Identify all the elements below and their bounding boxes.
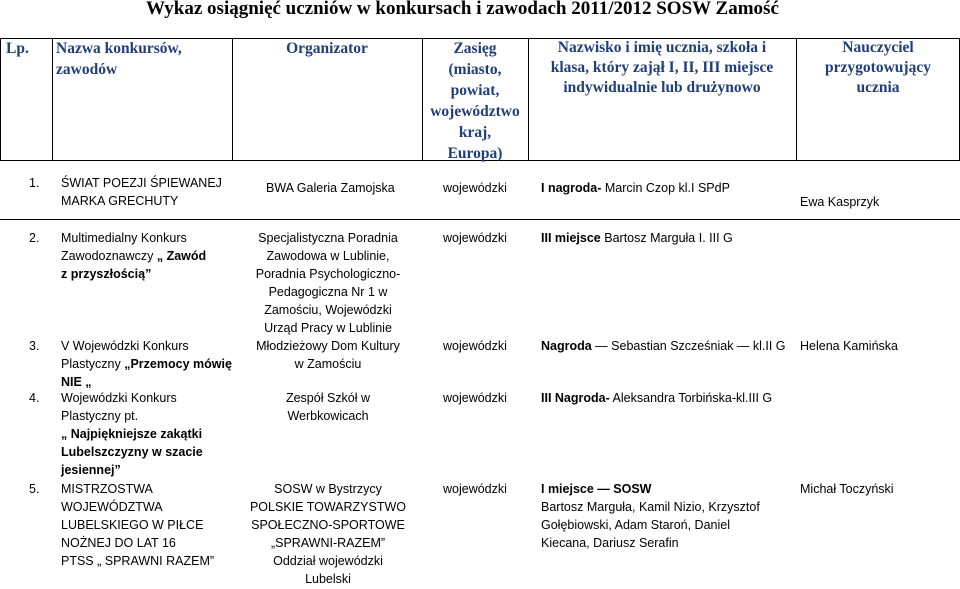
- contest-name: Wojewódzki Konkurs Plastyczny pt. „ Najpiękniejsze zakątki Lubelszczyzny w szacie jesiennej”: [61, 391, 203, 477]
- organizer: Młodzieżowy Dom Kultury w Zamościu: [256, 339, 400, 371]
- header-teacher: Nauczyciel przygotowujący ucznia: [825, 39, 931, 96]
- header-student: Nazwisko i imię ucznia, szkoła i klasa, który zajął I, II, III miejsce indywidualnie lub drużynowo: [550, 39, 774, 96]
- result-award: III Nagroda-: [541, 391, 610, 405]
- contest-name: ŚWIAT POEZJI ŚPIEWANEJ MARKA GRECHUTY: [61, 176, 222, 208]
- result-student: — Sebastian Szcześniak — kl.II G: [591, 339, 786, 353]
- header-scope: Zasięg (miasto, powiat, województwo kraj, Europa): [430, 40, 520, 162]
- result-student: Bartosz Marguła I. III G: [600, 231, 733, 245]
- organizer: Zespół Szkół w Werbkowicach: [285, 391, 371, 423]
- organizer: BWA Galeria Zamojska: [266, 181, 395, 195]
- contest-name: MISTRZOSTWA WOJEWÓDZTWA LUBELSKIEGO W PIŁCE NOŻNEJ DO LAT 16 PTSS „ SPRAWNI RAZEM”: [61, 482, 215, 568]
- teacher: Ewa Kasprzyk: [800, 195, 880, 209]
- result-student: Marcin Czop kl.I SPdP: [601, 181, 730, 195]
- contest-name: Multimedialny Konkurs Zawodoznawczy „ Zawód z przyszłością”: [61, 231, 207, 281]
- contest-name: V Wojewódzki Konkurs Plastyczny „Przemocy mówię NIE „: [61, 339, 232, 389]
- result-award: I miejsce — SOSW: [541, 482, 652, 496]
- header-name: Nazwa konkursów, zawodów: [56, 40, 182, 78]
- scope: wojewódzki: [443, 391, 507, 405]
- teacher: Helena Kamińska: [800, 339, 898, 353]
- result: [541, 389, 772, 407]
- scope: wojewódzki: [443, 339, 507, 353]
- scope: wojewódzki: [443, 231, 507, 245]
- scope: wojewódzki: [443, 482, 507, 496]
- header-lp: Lp.: [6, 40, 29, 57]
- row-number: 5.: [29, 482, 40, 496]
- divider: [52, 38, 53, 161]
- result-award: III miejsce: [541, 231, 601, 245]
- scope: wojewódzki: [443, 181, 507, 195]
- teacher: Michał Toczyński: [800, 482, 894, 496]
- result: [541, 179, 730, 197]
- result: [541, 229, 733, 247]
- result-award: I nagroda-: [541, 181, 602, 195]
- row-number: 4.: [29, 391, 40, 405]
- result-student: Bartosz Marguła, Kamil Nizio, Krzysztof Gołębiowski, Adam Staroń, Daniel Kiecana, Dariusz Serafin: [541, 500, 760, 550]
- page-title: Wykaz osiągnięć uczniów w konkursach i zawodach 2011/2012 SOSW Zamość: [146, 0, 779, 19]
- divider: [232, 38, 233, 161]
- header-organizer: Organizator: [286, 40, 368, 57]
- row-number: 1.: [29, 176, 40, 190]
- result-student: Aleksandra Torbińska-kl.III G: [609, 391, 773, 405]
- result: [541, 337, 786, 355]
- organizer: SOSW w Bystrzycy POLSKIE TOWARZYSTWO SPOŁECZNO-SPORTOWE „SPRAWNI-RAZEM” Oddział wojewódzki Lubelski: [249, 482, 407, 586]
- row-number: 3.: [29, 339, 40, 353]
- divider: [0, 219, 960, 220]
- divider: [796, 38, 797, 161]
- divider: [528, 38, 529, 161]
- result-award: Nagroda: [541, 339, 592, 353]
- organizer: Specjalistyczna Poradnia Zawodowa w Lublinie, Poradnia Psychologiczno- Pedagogiczna Nr 1 w Zamościu, Wojewódzki Urząd Pracy w Lublinie: [255, 231, 401, 335]
- row-number: 2.: [29, 231, 40, 245]
- result: [541, 480, 760, 552]
- divider: [422, 38, 423, 161]
